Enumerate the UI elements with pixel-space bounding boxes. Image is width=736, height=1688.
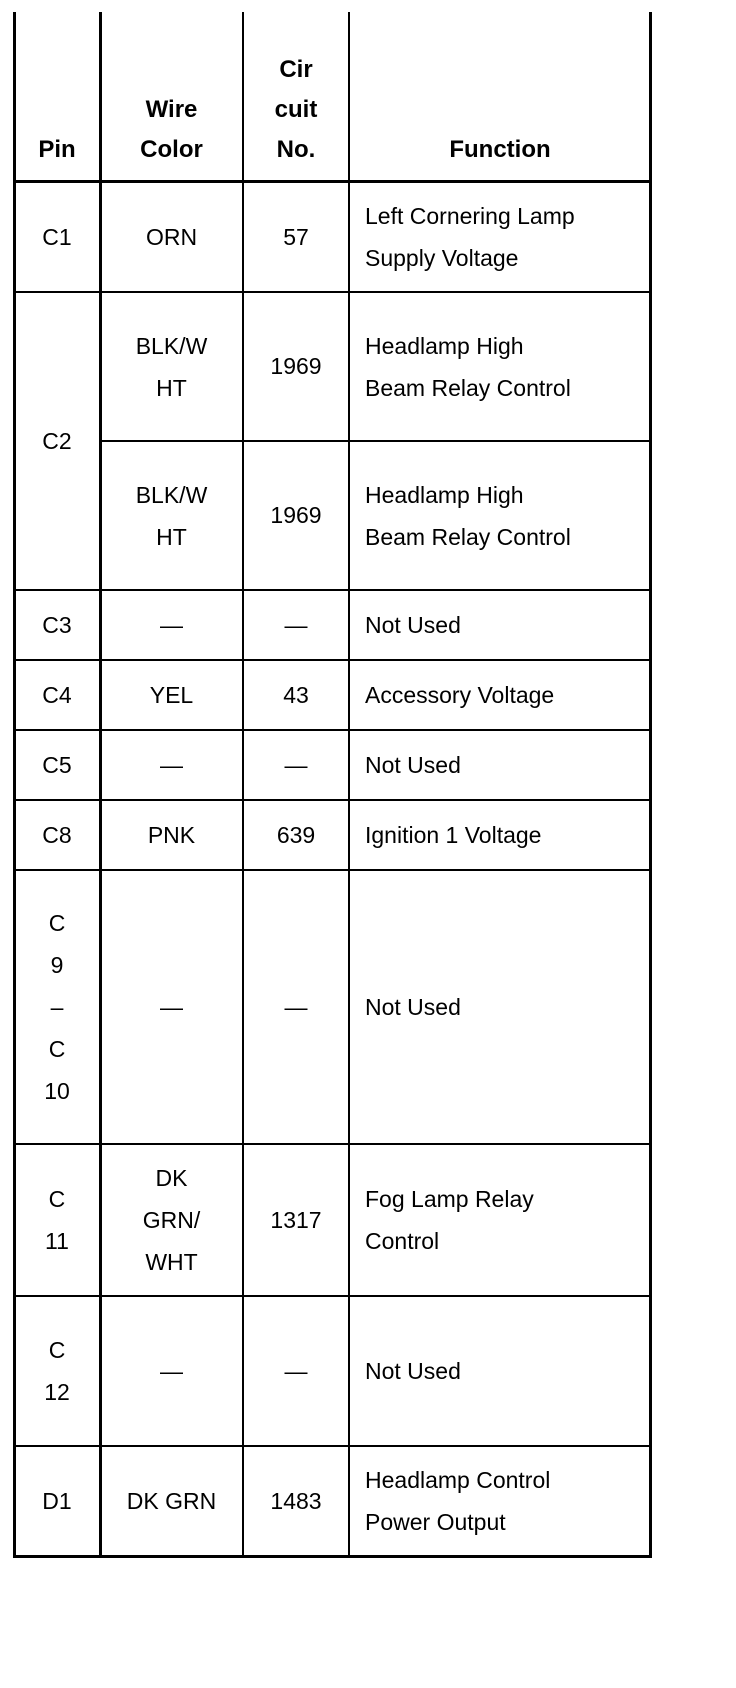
pin-cell: C 9 – C 10 xyxy=(44,910,70,1104)
row-divider xyxy=(13,869,652,871)
wire-color-cell: — xyxy=(160,1357,183,1384)
wire-color-cell: DK GRN/ WHT xyxy=(142,1165,201,1275)
wire-color-cell: BLK/W HT xyxy=(135,481,208,550)
row-divider xyxy=(13,180,652,183)
pin-cell: C3 xyxy=(42,611,72,638)
wire-color-cell: YEL xyxy=(149,681,194,708)
row-divider xyxy=(13,589,652,591)
header-circuit-no: Cir cuit No. xyxy=(274,56,318,163)
function-cell: Not Used xyxy=(365,751,461,778)
table-border-right xyxy=(649,12,652,1558)
header-wire-color: Wire Color xyxy=(140,96,203,163)
wire-color-cell: — xyxy=(160,751,183,778)
header-function: Function xyxy=(449,136,551,163)
row-divider xyxy=(13,1445,652,1447)
circuit-cell: — xyxy=(284,751,308,778)
pin-cell: C1 xyxy=(42,223,72,250)
row-divider xyxy=(13,291,652,293)
row-divider xyxy=(13,1295,652,1297)
wire-color-cell: PNK xyxy=(147,821,196,848)
function-cell: Not Used xyxy=(365,993,461,1020)
wire-color-cell: ORN xyxy=(145,223,198,250)
column-divider xyxy=(99,12,102,1558)
pin-cell: C 11 xyxy=(45,1186,69,1254)
wire-color-cell: DK GRN xyxy=(126,1487,217,1514)
function-cell: Not Used xyxy=(365,611,461,638)
function-cell: Ignition 1 Voltage xyxy=(365,821,542,848)
function-cell: Not Used xyxy=(365,1357,461,1384)
pin-cell: C8 xyxy=(42,821,72,848)
function-cell: Accessory Voltage xyxy=(365,681,555,708)
wire-color-cell: — xyxy=(160,611,183,638)
pin-cell: C4 xyxy=(42,681,72,708)
circuit-cell: 1317 xyxy=(270,1206,322,1233)
header-pin: Pin xyxy=(38,136,76,163)
pin-cell: C 12 xyxy=(44,1337,70,1405)
circuit-cell: 57 xyxy=(283,223,309,250)
pin-cell: C5 xyxy=(42,751,72,778)
column-divider xyxy=(348,12,350,1558)
pin-cell: D1 xyxy=(42,1487,72,1514)
function-cell: Left Cornering Lamp Supply Voltage xyxy=(365,203,575,271)
circuit-cell: 1969 xyxy=(270,353,322,379)
circuit-cell: 639 xyxy=(276,821,316,848)
circuit-cell: — xyxy=(284,1357,308,1384)
circuit-cell: — xyxy=(284,611,308,638)
function-cell: Headlamp Control Power Output xyxy=(365,1467,551,1535)
row-divider xyxy=(13,1143,652,1145)
wire-color-cell: — xyxy=(160,993,183,1020)
row-divider xyxy=(13,729,652,731)
function-cell: Fog Lamp Relay Control xyxy=(365,1186,534,1254)
table-border-left xyxy=(13,12,16,1558)
wire-color-cell: BLK/W HT xyxy=(135,332,208,401)
circuit-cell: 1969 xyxy=(270,502,322,528)
circuit-cell: 43 xyxy=(283,681,309,708)
column-divider xyxy=(242,12,244,1558)
row-divider xyxy=(13,659,652,661)
circuit-cell: 1483 xyxy=(270,1487,322,1514)
circuit-cell: — xyxy=(284,993,308,1020)
row-divider xyxy=(13,799,652,801)
function-cell: Headlamp High Beam Relay Control xyxy=(365,481,571,550)
table-border-bottom xyxy=(13,1555,652,1558)
row-divider xyxy=(100,440,652,442)
function-cell: Headlamp High Beam Relay Control xyxy=(365,332,571,401)
pin-cell: C2 xyxy=(42,427,72,454)
